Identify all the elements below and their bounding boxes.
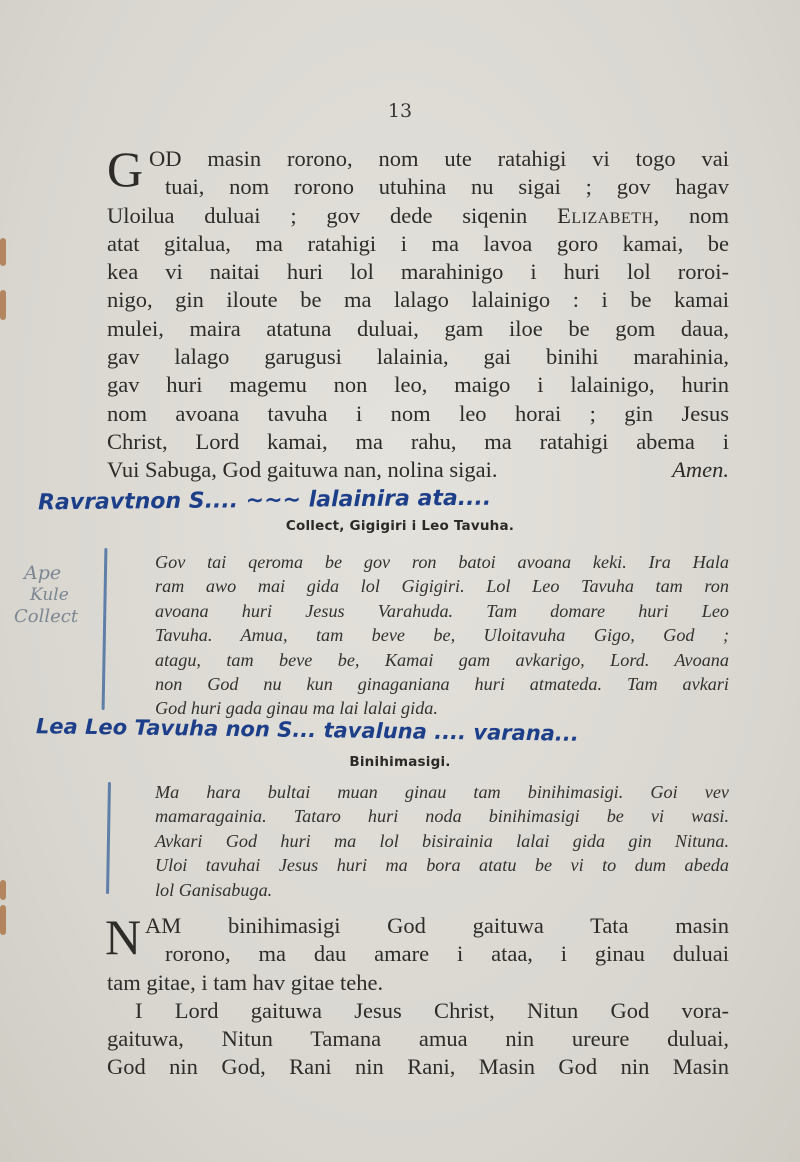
rubric-line: avoana huri Jesus Varahuda. Tam domare huri Leo bbox=[155, 600, 729, 621]
rubric-line: lol Ganisabuga. bbox=[155, 879, 273, 900]
page-stain bbox=[0, 905, 6, 935]
text-line: kea vi naitai huri lol marahinigo i huri lol roroi- bbox=[107, 259, 729, 285]
name-smallcaps: Elizabeth bbox=[557, 202, 654, 228]
handwritten-note: Lea Leo Tavuha non S... tavaluna .... varana... bbox=[35, 714, 580, 746]
text-line: OD masin roro​no, nom ute ratahigi vi togo vai bbox=[149, 146, 729, 171]
rubric-line: Ma hara bultai muan ginau tam binihimasigi. Goi vev bbox=[155, 782, 729, 802]
text-line: AM binihimasigi God gaituwa Tata masin bbox=[145, 913, 729, 938]
text-line: I Lord gaituwa Jesus Christ, Nitun God vora- bbox=[135, 997, 729, 1023]
handwritten-note: Ravravtnon S.... ~~~ lalainira ata.... bbox=[37, 485, 492, 516]
rubric-line: atagu, tam beve be, Kamai gam avkarigo, Lord. Avoana bbox=[155, 649, 729, 670]
rubric-line: mamaragainia. Tataro huri noda binihimasigi be vi wasi. bbox=[155, 806, 729, 827]
text-line: gav lalago garugusi lalainia, gai binihi marahinia, bbox=[107, 344, 729, 370]
rubric-line: Uloi tavuhai Jesus huri ma bora atatu be vi to dum abeda bbox=[155, 855, 729, 876]
text-line: tuai, nom roro​no utuhina nu sigai ; gov hagav bbox=[165, 174, 729, 200]
text-line: nigo, gin iloute be ma lalago lalainigo : i be kamai bbox=[107, 287, 729, 313]
text-line: Christ, Lord kamai, ma rahu, ma ratahigi abema i bbox=[107, 428, 729, 454]
prayer-paragraph bbox=[107, 141, 730, 485]
margin-line bbox=[102, 548, 108, 710]
creed-paragraph bbox=[105, 909, 729, 1082]
page-stain bbox=[0, 238, 6, 266]
section-heading: Binihimasigi. bbox=[349, 754, 451, 770]
rubric-line: ram awo mai gida lol Gigigiri. Lol Leo Tavuha tam ron bbox=[155, 576, 729, 597]
page-number: 13 bbox=[387, 100, 413, 122]
rubric-collect bbox=[155, 550, 729, 721]
text-line: God nin God, Rani nin Rani, Masin God nin Masin bbox=[107, 1054, 729, 1080]
text-line: nom avoana tavuha i nom leo horai ; gin Jesus bbox=[107, 400, 729, 426]
text-line: gaituwa, Nitun Tamana amua nin ureure duluai, bbox=[107, 1026, 729, 1052]
page-stain bbox=[0, 290, 6, 320]
drop-cap: G bbox=[107, 141, 144, 197]
rubric-line: Avkari God huri ma lol bisirainia lalai gida gin Nituna. bbox=[155, 830, 729, 851]
rubric-line: God huri gada ginau ma lai lalai gida. bbox=[155, 698, 438, 719]
rubric-line: Gov tai qeroma be gov ron batoi avoana keki. Ira Hala bbox=[155, 552, 729, 572]
text-line: mulei, maira atatuna duluai, gam iloe be gom daua, bbox=[107, 315, 729, 341]
text-line: Vui Sabuga, God gaituwa nan, nolina sigai. Amen. bbox=[107, 456, 729, 484]
text-line: atat gitalua, ma ratahigi i ma lavoa goro kamai, be bbox=[107, 230, 729, 256]
margin-line bbox=[106, 782, 111, 894]
rubric-line: Tavuha. Amua, tam beve be, Uloitavuha Gigo, God ; bbox=[155, 625, 729, 646]
page-stain bbox=[0, 880, 6, 900]
text-line: Uloilua duluai ; gov dede siqenin Elizabeth, nom bbox=[107, 202, 730, 228]
text-line: rorono, ma dau amare i ataa, i ginau duluai bbox=[165, 941, 729, 967]
drop-cap: N bbox=[105, 909, 142, 965]
margin-pencil-note: Ape Kule Collect bbox=[14, 562, 79, 627]
text-line: gav huri magemu non leo, maigo i lalainigo, hurin bbox=[107, 372, 729, 398]
amen: Amen. bbox=[672, 457, 729, 483]
text-line: tam gitae, i tam hav gitae tehe. bbox=[107, 969, 384, 995]
section-heading: Collect, Gigigiri i Leo Tavuha. bbox=[285, 518, 515, 534]
rubric-line: non God nu kun ginaganiana huri atmateda. Tam avkari bbox=[155, 673, 729, 694]
rubric-creed bbox=[155, 780, 729, 902]
